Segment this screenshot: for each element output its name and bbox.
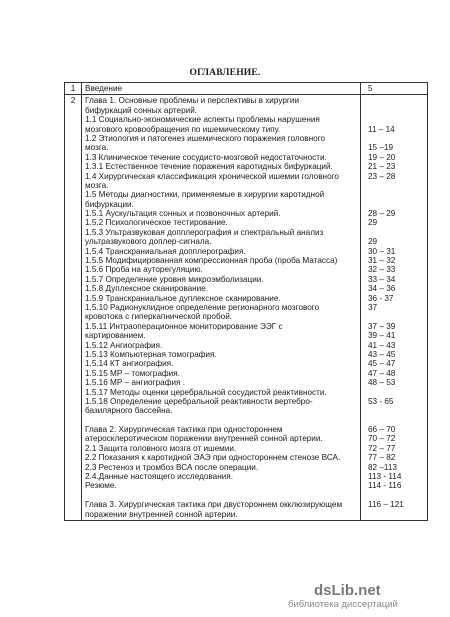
- toc-page-range: 114 - 116: [368, 481, 402, 491]
- toc-page-range: [364, 491, 424, 500]
- toc-row-number: 1: [65, 83, 82, 95]
- toc-entry-line: 1.5.7 Определение уровня микроэмболизации.: [85, 274, 264, 284]
- toc-entry-line: 1.1 Социально-экономические аспекты проблемы нарушения: [85, 115, 320, 125]
- toc-entry-line: 1.5.1 Аускультация сонных и позвоночных артерий.: [85, 209, 281, 219]
- toc-entry-line: 1.4 Хирургическая классификация хронической ишемии головного: [85, 171, 339, 181]
- toc-page-range: 48 – 53: [368, 378, 396, 388]
- toc-row-pages: [361, 83, 428, 95]
- toc-entry-line: Глава 1. Основные проблемы и перспективы в хирургии: [85, 96, 300, 106]
- toc-page-range: 32 – 33: [368, 265, 396, 275]
- toc-row-number: 2: [65, 95, 82, 521]
- toc-entry-line: 1.3.1 Естественное течение поражения каротидных бифуркаций.: [85, 162, 333, 172]
- toc-entry-line: мозга.: [85, 180, 109, 190]
- toc-entry-line: мозга.: [85, 143, 109, 153]
- toc-entry-line: 2.3 Рестеноз и тромбоз ВСА после операции.: [85, 462, 259, 472]
- toc-entry-line: 2.2 Показания к каротидной ЭАЭ при одностороннем стенозе ВСА.: [85, 453, 341, 463]
- toc-entry-line: Введение: [85, 84, 123, 93]
- toc-page-range: [364, 96, 424, 105]
- toc-page-range: [364, 416, 424, 425]
- toc-page-range: [364, 312, 424, 321]
- toc-page-range: 33 – 34: [368, 274, 396, 284]
- toc-page-range: 29: [368, 237, 378, 247]
- toc-page-range: 21 – 23: [368, 162, 396, 172]
- watermark-subtitle: библиотека диссертаций: [288, 599, 398, 610]
- toc-page-range: [364, 106, 424, 115]
- toc-page-range: [364, 388, 424, 397]
- toc-entry-line: 1.3 Клиническое течение сосудисто-мозговой недостаточности.: [85, 152, 327, 162]
- toc-entry-line: Глава 2. Хирургическая тактика при одностороннем: [85, 425, 283, 435]
- toc-table: [64, 82, 428, 521]
- toc-page-range: [364, 134, 424, 143]
- toc-row: [65, 83, 428, 95]
- toc-page-range: [364, 510, 424, 519]
- toc-entry-line: атеросклеротическом поражении внутренней сонной артерии.: [85, 434, 323, 444]
- toc-entry-line: мозгового кровообращения по ишемическому типу.: [85, 124, 281, 134]
- toc-page-range: 23 – 28: [368, 171, 396, 181]
- toc-entry-line: Резюме.: [85, 481, 117, 491]
- toc-entry-line: 1.5.3 Ультразвуковая допплерография и спектральный анализ: [85, 227, 324, 237]
- toc-page-range: 72 – 77: [368, 443, 396, 453]
- toc-row-text: [82, 95, 361, 521]
- toc-entry-line: 1.5.2 Психологическое тестирование.: [85, 218, 228, 228]
- toc-page-range: 70 – 72: [368, 434, 396, 444]
- toc-entry-line: 1.2 Этиология и патогенез ишемического поражения головного: [85, 133, 326, 143]
- toc-entry-line: 1.5.17 Методы оценки церебральной сосудистой реактивности.: [85, 387, 327, 397]
- toc-page-range: 37: [368, 303, 378, 312]
- toc-page-range: [364, 200, 424, 209]
- toc-entry-line: кровотока с гиперкапнической пробой.: [85, 312, 233, 322]
- watermark: [288, 582, 448, 612]
- toc-page-range: 47 – 48: [368, 368, 396, 378]
- toc-entry-line: 1.5.4 Транскраниальная допплерография.: [85, 246, 246, 256]
- toc-entry-line: 2.4.Данные настоящего исследования.: [85, 472, 234, 482]
- toc-page-range: 36 - 37: [368, 293, 394, 303]
- toc-entry-line: бифуркаций сонных артерий.: [85, 105, 198, 115]
- toc-page-range: 41 – 43: [368, 340, 396, 350]
- toc-entry-line: 2.1 Защита головного мозга от ишемии.: [85, 443, 237, 453]
- toc-page-range: [364, 115, 424, 124]
- toc-page-range: 43 – 45: [368, 349, 396, 359]
- toc-entry-line: 1.5.5 Модифицированная компрессионная проба (проба Матасса): [85, 256, 338, 266]
- toc-entry-line: 1.5.9 Транскраниальное дуплексное сканирование.: [85, 293, 281, 303]
- toc-entry-line: 1.5.8 Дуплексное сканирование.: [85, 284, 209, 294]
- toc-page-range: 45 – 47: [368, 359, 396, 369]
- toc-entry-line: 1.5.18 Определение церебральной реактивности вертебро-: [85, 396, 313, 406]
- toc-page-range: 77 – 82: [368, 453, 396, 463]
- toc-entry-line: бифуркации.: [85, 199, 134, 209]
- toc-entry-line: ультразвукового доплер-сигнала.: [85, 237, 212, 247]
- toc-entry-line: 1.5.12 Ангиография.: [85, 340, 163, 350]
- page-title: ОГЛАВЛЕНИЕ.: [189, 68, 261, 78]
- toc-row-pages: [361, 95, 428, 521]
- toc-entry-line: 1.5.13 Компьютерная томография.: [85, 349, 217, 359]
- toc-page-range: 31 – 32: [368, 256, 396, 266]
- toc-page-range: [364, 181, 424, 190]
- toc-page-range: [364, 228, 424, 237]
- watermark-logo: dsLib.net: [314, 582, 381, 599]
- toc-page-range: 53 - 65: [368, 396, 394, 406]
- toc-entry-line: Глава 3. Хирургическая тактика при двустороннем окклюзирующем: [85, 500, 343, 510]
- toc-entry-line: 1.5.11 Интраоперационное мониторирование ЭЭГ с: [85, 321, 283, 331]
- toc-page-range: 39 – 41: [368, 331, 396, 341]
- toc-entry-line: 1.5.16 МР – ангиография .: [85, 378, 185, 388]
- toc-page-range: 113 - 114: [368, 472, 402, 482]
- toc-entry-line: 1.5.14 КТ ангиография.: [85, 359, 174, 369]
- toc-page-range: 15 –19: [368, 143, 394, 153]
- toc-page-range: 37 – 39: [368, 321, 396, 331]
- toc-entry-line: 1.5.15 МР – томография.: [85, 368, 180, 378]
- toc-page-range: [364, 190, 424, 199]
- toc-entry-line: 1.5.6 Проба на ауторегуляцию.: [85, 265, 203, 275]
- toc-page-range: 30 – 31: [368, 246, 396, 256]
- toc-entry-line: базилярного бассейна.: [85, 406, 173, 416]
- toc-page-range: 28 – 29: [368, 209, 396, 219]
- toc-entry-line: [85, 416, 357, 425]
- toc-entry-line: картированием.: [85, 331, 146, 341]
- toc-entry-line: 1.5 Методы диагностики, применяемые в хирургии каротидной: [85, 190, 325, 200]
- toc-entry-line: 1.5.10 Радионуклидное определение регионарного мозгового: [85, 303, 320, 312]
- toc-entry-line: [85, 491, 357, 500]
- toc-body: [65, 83, 428, 521]
- toc-page-range: 34 – 36: [368, 284, 396, 294]
- toc-page-range: 116 – 121: [368, 500, 404, 510]
- toc-entry-line: поражении внутренней сонной артерии.: [85, 509, 238, 519]
- toc-page-range: [364, 406, 424, 415]
- toc-page-range: 11 – 14: [368, 124, 395, 134]
- toc-page-range: 29: [368, 218, 378, 228]
- toc-row-text: [82, 83, 361, 95]
- toc-page-range: 66 – 70: [368, 425, 396, 435]
- toc-page-range: 82 –113: [368, 462, 397, 472]
- toc-page-range: 19 – 20: [368, 152, 396, 162]
- toc-row: [65, 95, 428, 521]
- toc-page-range: 5: [368, 84, 373, 93]
